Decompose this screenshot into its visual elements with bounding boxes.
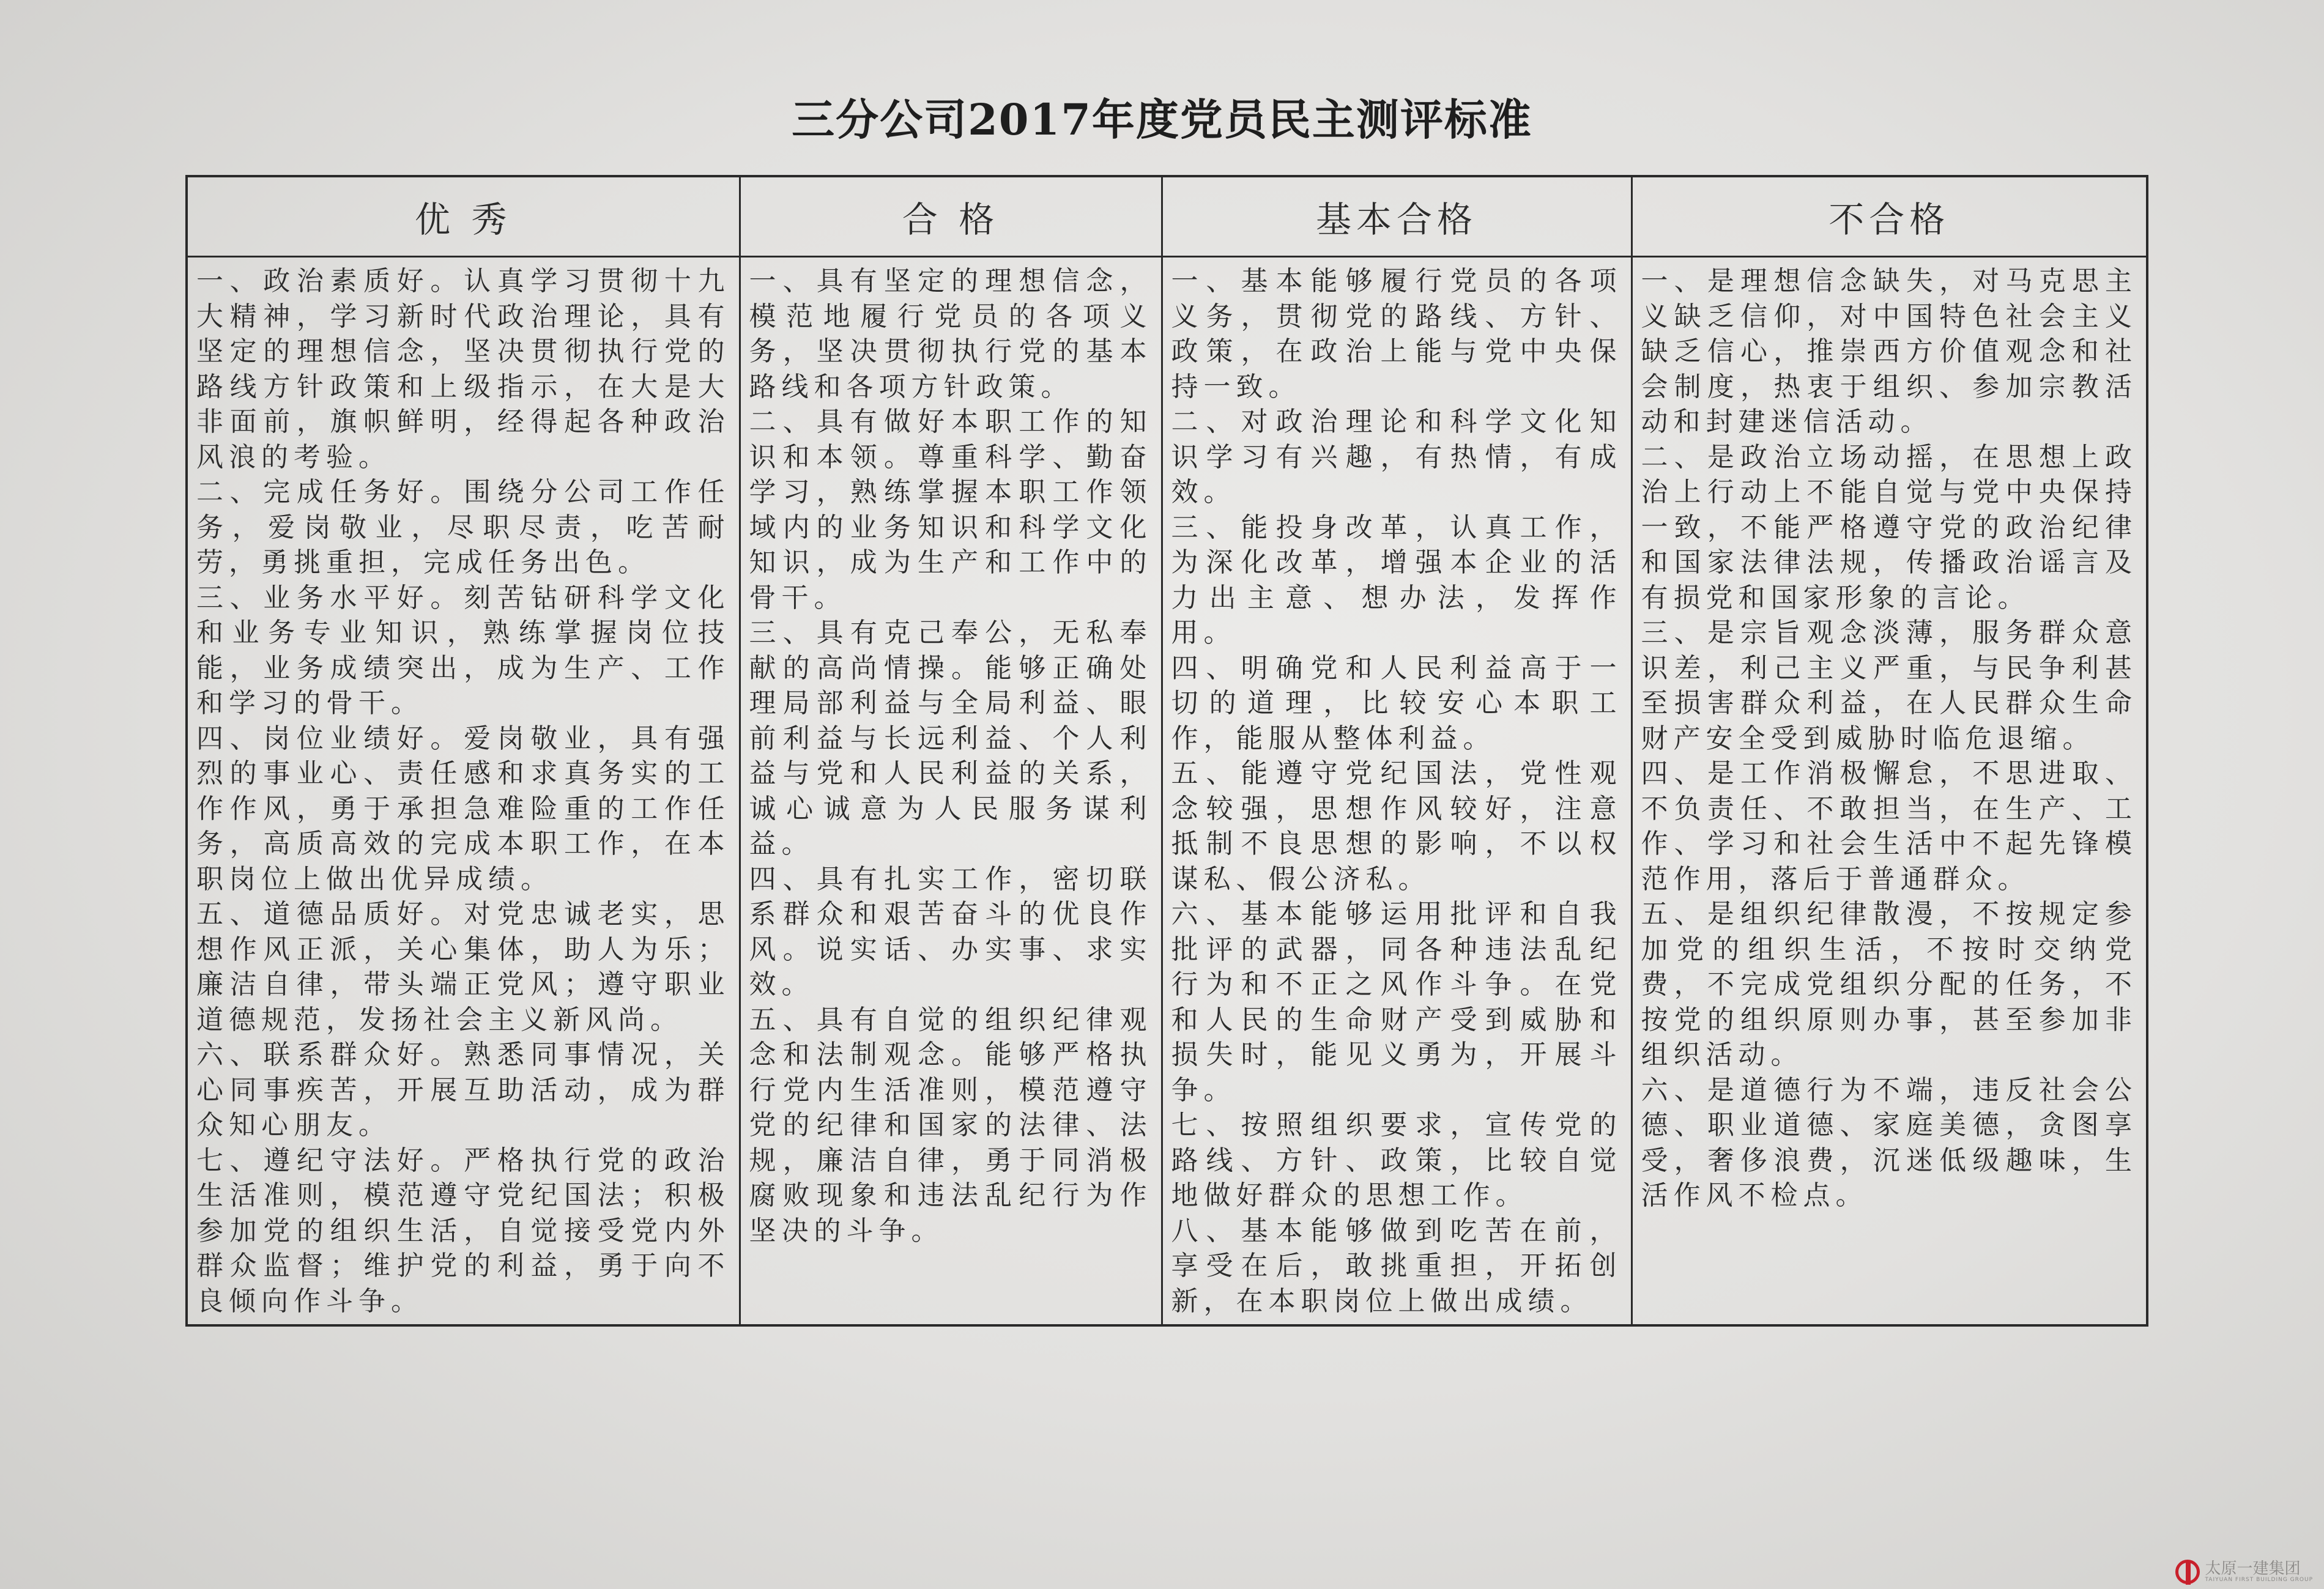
criterion-item: 一、具有坚定的理想信念，模范地履行党员的各项义务，坚决贯彻执行党的基本路线和各项方针政策。 xyxy=(749,265,1153,402)
header-qualified: 合 格 xyxy=(740,176,1162,257)
criterion-item: 三、具有克己奉公，无私奉献的高尚情操。能够正确处理局部利益与全局利益、眼前利益与长远利益、个人利益与党和人民利益的关系，诚心诚意为人民服务谋利益。 xyxy=(749,617,1153,859)
watermark-subtitle: TAIYUAN FIRST BUILDING GROUP xyxy=(2205,1576,2313,1583)
criterion-item: 二、完成任务好。围绕分公司工作任务，爱岗敬业，尽职尽责，吃苦耐劳，勇挑重担，完成任务出色。 xyxy=(196,476,730,578)
criterion-item: 三、业务水平好。刻苦钻研科学文化和业务专业知识，熟练掌握岗位技能，业务成绩突出，成为生产、工作和学习的骨干。 xyxy=(196,582,730,719)
header-basically-qualified: 基本合格 xyxy=(1162,176,1632,257)
criterion-item: 五、能遵守党纪国法，党性观念较强，思想作风较好，注意抵制不良思想的影响，不以权谋私、假公济私。 xyxy=(1171,758,1622,895)
criterion-item: 六、是道德行为不端，违反社会公德、职业道德、家庭美德，贪图享受，奢侈浪费，沉迷低级趣味，生活作风不检点。 xyxy=(1641,1074,2137,1211)
criterion-item: 二、对政治理论和科学文化知识学习有兴趣，有热情，有成效。 xyxy=(1171,406,1622,508)
column-basically-qualified xyxy=(1162,257,1632,1326)
column-excellent xyxy=(187,257,740,1326)
criterion-item: 五、具有自觉的组织纪律观念和法制观念。能够严格执行党内生活准则，模范遵守党的纪律和国家的法律、法规，廉洁自律，勇于同消极腐败现象和违法乱纪行为作坚决的斗争。 xyxy=(749,1004,1153,1246)
criterion-item: 六、联系群众好。熟悉同事情况，关心同事疾苦，开展互助活动，成为群众知心朋友。 xyxy=(196,1039,730,1141)
criterion-item: 五、道德品质好。对党忠诚老实，思想作风正派，关心集体，助人为乐；廉洁自律，带头端正党风；遵守职业道德规范，发扬社会主义新风尚。 xyxy=(196,898,730,1035)
header-unqualified: 不合格 xyxy=(1632,176,2147,257)
evaluation-standards-table xyxy=(185,175,2148,1327)
watermark-name: 太原一建集团 xyxy=(2205,1559,2301,1578)
document-title: 三分公司2017年度党员民主测评标准 xyxy=(792,94,1532,145)
criterion-item: 三、是宗旨观念淡薄，服务群众意识差，利己主义严重，与民争利甚至损害群众利益，在人民群众生命财产安全受到威胁时临危退缩。 xyxy=(1641,617,2137,754)
header-row xyxy=(187,176,2147,257)
column-qualified xyxy=(740,257,1162,1326)
criterion-item: 七、遵纪守法好。严格执行党的政治生活准则，模范遵守党纪国法；积极参加党的组织生活，自觉接受党内外群众监督；维护党的利益，勇于向不良倾向作斗争。 xyxy=(196,1144,730,1317)
criterion-item: 二、是政治立场动摇，在思想上政治上行动上不能自觉与党中央保持一致，不能严格遵守党的政治纪律和国家法律法规，传播政治谣言及有损党和国家形象的言论。 xyxy=(1641,441,2137,613)
criterion-item: 五、是组织纪律散漫，不按规定参加党的组织生活，不按时交纳党费，不完成党组织分配的任务，不按党的组织原则办事，甚至参加非组织活动。 xyxy=(1641,898,2137,1070)
criterion-item: 二、具有做好本职工作的知识和本领。尊重科学、勤奋学习，熟练掌握本职工作领域内的业务知识和科学文化知识，成为生产和工作中的骨干。 xyxy=(749,406,1153,613)
criterion-item: 一、是理想信念缺失，对马克思主义缺乏信仰，对中国特色社会主义缺乏信心，推崇西方价值观念和社会制度，热衷于组织、参加宗教活动和封建迷信活动。 xyxy=(1641,265,2137,437)
criterion-item: 四、是工作消极懈怠，不思进取、不负责任、不敢担当，在生产、工作、学习和社会生活中不起先锋模范作用，落后于普通群众。 xyxy=(1641,758,2137,895)
watermark xyxy=(2175,1560,2313,1584)
criterion-item: 七、按照组织要求，宣传党的路线、方针、政策，比较自觉地做好群众的思想工作。 xyxy=(1171,1109,1622,1211)
criterion-item: 四、岗位业绩好。爱岗敬业，具有强烈的事业心、责任感和求真务实的工作作风，勇于承担急难险重的工作任务，高质高效的完成本职工作，在本职岗位上做出优异成绩。 xyxy=(196,722,730,895)
criterion-item: 三、能投身改革，认真工作，为深化改革，增强本企业的活力出主意、想办法，发挥作用。 xyxy=(1171,511,1622,648)
criterion-item: 六、基本能够运用批评和自我批评的武器，同各种违法乱纪行为和不正之风作斗争。在党和人民的生命财产受到威胁和损失时，能见义勇为，开展斗争。 xyxy=(1171,898,1622,1106)
criterion-item: 四、明确党和人民利益高于一切的道理，比较安心本职工作，能服从整体利益。 xyxy=(1171,652,1622,754)
criterion-item: 八、基本能够做到吃苦在前，享受在后，敢挑重担，开拓创新，在本职岗位上做出成绩。 xyxy=(1171,1215,1622,1317)
criteria-row xyxy=(187,257,2147,1326)
company-logo-icon xyxy=(2175,1560,2200,1584)
header-excellent: 优 秀 xyxy=(187,176,740,257)
criterion-item: 一、政治素质好。认真学习贯彻十九大精神，学习新时代政治理论，具有坚定的理想信念，坚决贯彻执行党的路线方针政策和上级指示，在大是大非面前，旗帜鲜明，经得起各种政治风浪的考验。 xyxy=(196,265,730,473)
criterion-item: 一、基本能够履行党员的各项义务，贯彻党的路线、方针、政策，在政治上能与党中央保持一致。 xyxy=(1171,265,1622,402)
column-unqualified xyxy=(1632,257,2147,1326)
criterion-item: 四、具有扎实工作，密切联系群众和艰苦奋斗的优良作风。说实话、办实事、求实效。 xyxy=(749,863,1153,1000)
